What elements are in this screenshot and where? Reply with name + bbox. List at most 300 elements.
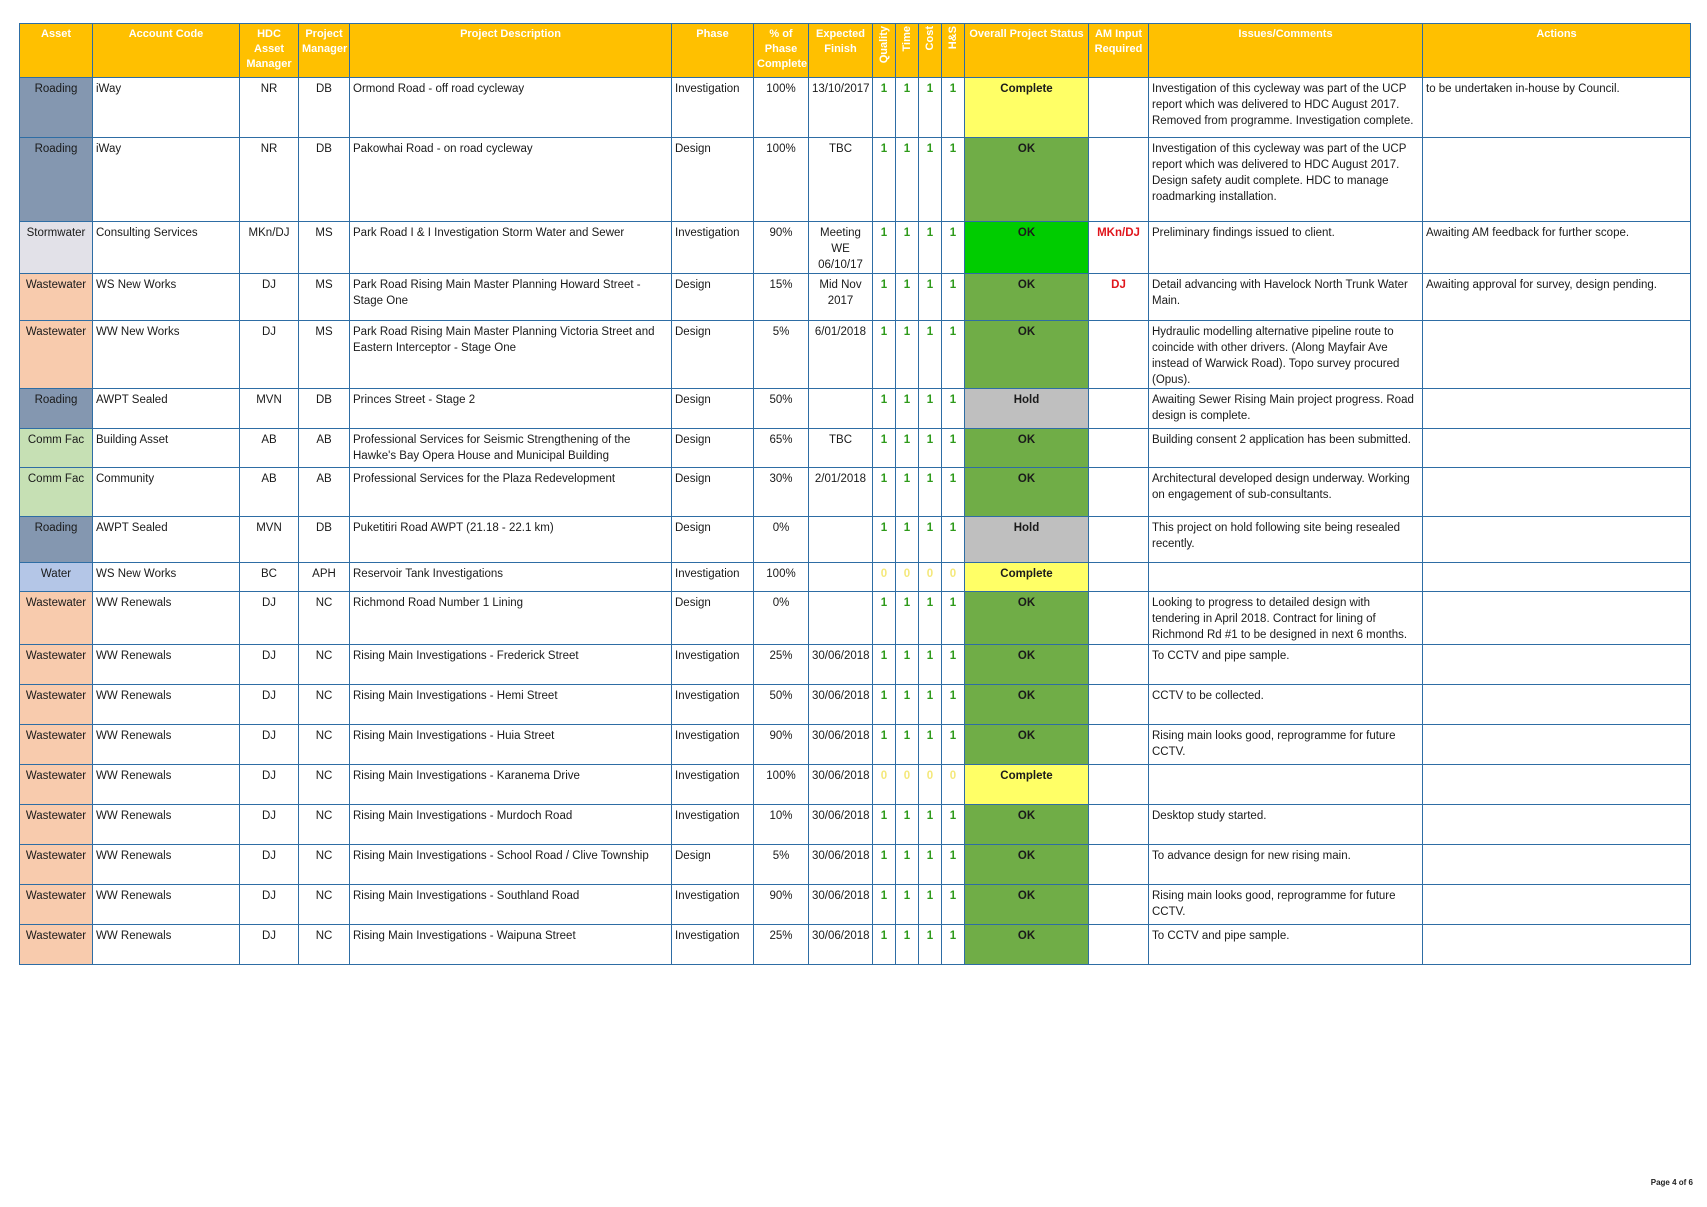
project-manager-cell: DB xyxy=(299,517,350,563)
pct-complete-cell: 90% xyxy=(754,725,809,765)
pct-complete-cell: 100% xyxy=(754,78,809,138)
actions-cell xyxy=(1423,765,1691,805)
asset-cell: Wastewater xyxy=(20,805,93,845)
cost-flag-cell: 1 xyxy=(919,725,942,765)
actions-cell: Awaiting approval for survey, design pending. xyxy=(1423,274,1691,321)
am-input-required-cell xyxy=(1089,563,1149,592)
actions-cell xyxy=(1423,592,1691,645)
issues-comments-cell: Looking to progress to detailed design with tendering in April 2018. Contract for lining of Richmond Rd #1 to be designed in next 6 months. xyxy=(1149,592,1423,645)
phase-cell: Design xyxy=(672,321,754,389)
asset-cell: Wastewater xyxy=(20,274,93,321)
asset-cell: Wastewater xyxy=(20,592,93,645)
col-hs-header xyxy=(942,24,965,78)
project-manager-cell: NC xyxy=(299,765,350,805)
project-description-cell: Pakowhai Road - on road cycleway xyxy=(350,138,672,222)
cost-flag-cell: 1 xyxy=(919,685,942,725)
issues-comments-cell: To advance design for new rising main. xyxy=(1149,845,1423,885)
table-row xyxy=(20,645,1691,685)
cost-flag-cell: 1 xyxy=(919,517,942,563)
account-code-cell: WS New Works xyxy=(93,563,240,592)
hdc-asset-manager-cell: DJ xyxy=(240,805,299,845)
asset-cell: Wastewater xyxy=(20,321,93,389)
issues-comments-cell: This project on hold following site being resealed recently. xyxy=(1149,517,1423,563)
actions-cell xyxy=(1423,925,1691,965)
table-row xyxy=(20,563,1691,592)
time-flag-cell: 1 xyxy=(896,517,919,563)
col-quality-header xyxy=(873,24,896,78)
col-am-input-header: AM Input Required xyxy=(1089,24,1149,78)
expected-finish-cell: 13/10/2017 xyxy=(809,78,873,138)
phase-cell: Design xyxy=(672,468,754,517)
issues-comments-cell: Preliminary findings issued to client. xyxy=(1149,222,1423,274)
hdc-asset-manager-cell: NR xyxy=(240,138,299,222)
issues-comments-cell: Hydraulic modelling alternative pipeline route to coincide with other drivers. (Along Mayfair Ave instead of Warwick Road). Topo survey procured (Opus). xyxy=(1149,321,1423,389)
phase-cell: Design xyxy=(672,138,754,222)
actions-cell xyxy=(1423,885,1691,925)
phase-cell: Investigation xyxy=(672,805,754,845)
quality-flag-cell: 1 xyxy=(873,389,896,429)
quality-flag-cell: 1 xyxy=(873,925,896,965)
overall-status-cell: OK xyxy=(965,468,1089,517)
asset-cell: Wastewater xyxy=(20,765,93,805)
table-row xyxy=(20,845,1691,885)
time-flag-cell: 0 xyxy=(896,563,919,592)
expected-finish-cell xyxy=(809,563,873,592)
overall-status-cell: Hold xyxy=(965,517,1089,563)
hs-flag-cell: 1 xyxy=(942,222,965,274)
actions-cell xyxy=(1423,138,1691,222)
issues-comments-cell xyxy=(1149,563,1423,592)
actions-cell: Awaiting AM feedback for further scope. xyxy=(1423,222,1691,274)
table-row xyxy=(20,138,1691,222)
am-input-required-cell: DJ xyxy=(1089,274,1149,321)
expected-finish-cell: Mid Nov 2017 xyxy=(809,274,873,321)
project-description-cell: Reservoir Tank Investigations xyxy=(350,563,672,592)
project-status-table xyxy=(19,23,1691,965)
table-row xyxy=(20,468,1691,517)
cost-flag-cell: 1 xyxy=(919,645,942,685)
overall-status-cell: OK xyxy=(965,885,1089,925)
pct-complete-cell: 25% xyxy=(754,925,809,965)
asset-cell: Comm Fac xyxy=(20,429,93,468)
hs-flag-cell: 1 xyxy=(942,805,965,845)
expected-finish-cell: 30/06/2018 xyxy=(809,885,873,925)
hs-flag-cell: 1 xyxy=(942,725,965,765)
quality-flag-cell: 1 xyxy=(873,805,896,845)
pct-complete-cell: 90% xyxy=(754,222,809,274)
table-row xyxy=(20,389,1691,429)
phase-cell: Design xyxy=(672,274,754,321)
issues-comments-cell xyxy=(1149,765,1423,805)
asset-cell: Wastewater xyxy=(20,725,93,765)
actions-cell xyxy=(1423,685,1691,725)
col-project-description-header: Project Description xyxy=(350,24,672,78)
issues-comments-cell: Rising main looks good, reprogramme for future CCTV. xyxy=(1149,885,1423,925)
quality-flag-cell: 1 xyxy=(873,321,896,389)
hs-flag-cell: 1 xyxy=(942,78,965,138)
project-description-cell: Professional Services for Seismic Strengthening of the Hawke's Bay Opera House and Municipal Building xyxy=(350,429,672,468)
project-manager-cell: APH xyxy=(299,563,350,592)
table-row xyxy=(20,805,1691,845)
cost-flag-cell: 0 xyxy=(919,563,942,592)
table-row xyxy=(20,725,1691,765)
actions-cell xyxy=(1423,389,1691,429)
hs-flag-cell: 1 xyxy=(942,925,965,965)
hdc-asset-manager-cell: AB xyxy=(240,429,299,468)
pct-complete-cell: 90% xyxy=(754,885,809,925)
phase-cell: Design xyxy=(672,389,754,429)
hdc-asset-manager-cell: NR xyxy=(240,78,299,138)
phase-cell: Investigation xyxy=(672,685,754,725)
hs-flag-cell: 1 xyxy=(942,389,965,429)
asset-cell: Roading xyxy=(20,389,93,429)
project-description-cell: Rising Main Investigations - Waipuna Street xyxy=(350,925,672,965)
cost-flag-cell: 1 xyxy=(919,468,942,517)
time-flag-cell: 1 xyxy=(896,685,919,725)
table-row xyxy=(20,274,1691,321)
pct-complete-cell: 50% xyxy=(754,389,809,429)
project-manager-cell: AB xyxy=(299,429,350,468)
issues-comments-cell: Desktop study started. xyxy=(1149,805,1423,845)
cost-flag-cell: 1 xyxy=(919,429,942,468)
expected-finish-cell: 30/06/2018 xyxy=(809,685,873,725)
table-row xyxy=(20,925,1691,965)
hdc-asset-manager-cell: DJ xyxy=(240,645,299,685)
phase-cell: Investigation xyxy=(672,765,754,805)
col-time-label: Time xyxy=(900,26,913,52)
col-cost-header xyxy=(919,24,942,78)
table-row xyxy=(20,517,1691,563)
phase-cell: Investigation xyxy=(672,645,754,685)
project-description-cell: Puketitiri Road AWPT (21.18 - 22.1 km) xyxy=(350,517,672,563)
am-input-required-cell xyxy=(1089,78,1149,138)
am-input-required-cell xyxy=(1089,468,1149,517)
hdc-asset-manager-cell: AB xyxy=(240,468,299,517)
cost-flag-cell: 1 xyxy=(919,321,942,389)
am-input-required-cell: MKn/DJ xyxy=(1089,222,1149,274)
time-flag-cell: 1 xyxy=(896,274,919,321)
pct-complete-cell: 5% xyxy=(754,845,809,885)
project-description-cell: Rising Main Investigations - Frederick Street xyxy=(350,645,672,685)
account-code-cell: WW Renewals xyxy=(93,592,240,645)
issues-comments-cell: Awaiting Sewer Rising Main project progress. Road design is complete. xyxy=(1149,389,1423,429)
project-description-cell: Park Road Rising Main Master Planning Victoria Street and Eastern Interceptor - Stage One xyxy=(350,321,672,389)
expected-finish-cell: TBC xyxy=(809,138,873,222)
overall-status-cell: OK xyxy=(965,592,1089,645)
project-description-cell: Rising Main Investigations - Hemi Street xyxy=(350,685,672,725)
quality-flag-cell: 1 xyxy=(873,685,896,725)
pct-complete-cell: 65% xyxy=(754,429,809,468)
overall-status-cell: Complete xyxy=(965,78,1089,138)
quality-flag-cell: 1 xyxy=(873,274,896,321)
issues-comments-cell: To CCTV and pipe sample. xyxy=(1149,645,1423,685)
account-code-cell: AWPT Sealed xyxy=(93,517,240,563)
project-description-cell: Rising Main Investigations - Karanema Drive xyxy=(350,765,672,805)
am-input-required-cell xyxy=(1089,138,1149,222)
project-manager-cell: DB xyxy=(299,138,350,222)
project-manager-cell: MS xyxy=(299,222,350,274)
table-row xyxy=(20,78,1691,138)
issues-comments-cell: Rising main looks good, reprogramme for future CCTV. xyxy=(1149,725,1423,765)
hdc-asset-manager-cell: DJ xyxy=(240,885,299,925)
actions-cell xyxy=(1423,805,1691,845)
cost-flag-cell: 1 xyxy=(919,885,942,925)
actions-cell xyxy=(1423,468,1691,517)
actions-cell xyxy=(1423,645,1691,685)
project-description-cell: Rising Main Investigations - Murdoch Road xyxy=(350,805,672,845)
cost-flag-cell: 1 xyxy=(919,592,942,645)
hdc-asset-manager-cell: MVN xyxy=(240,389,299,429)
cost-flag-cell: 1 xyxy=(919,222,942,274)
cost-flag-cell: 1 xyxy=(919,389,942,429)
account-code-cell: AWPT Sealed xyxy=(93,389,240,429)
phase-cell: Investigation xyxy=(672,885,754,925)
col-actions-header: Actions xyxy=(1423,24,1691,78)
project-manager-cell: NC xyxy=(299,592,350,645)
issues-comments-cell: CCTV to be collected. xyxy=(1149,685,1423,725)
issues-comments-cell: Investigation of this cycleway was part of the UCP report which was delivered to HDC August 2017. Design safety audit complete. HDC to manage roadmarking installation. xyxy=(1149,138,1423,222)
am-input-required-cell xyxy=(1089,805,1149,845)
time-flag-cell: 1 xyxy=(896,138,919,222)
project-manager-cell: AB xyxy=(299,468,350,517)
actions-cell xyxy=(1423,321,1691,389)
project-manager-cell: NC xyxy=(299,725,350,765)
overall-status-cell: OK xyxy=(965,274,1089,321)
col-overall-status-header: Overall Project Status xyxy=(965,24,1089,78)
am-input-required-cell xyxy=(1089,925,1149,965)
hdc-asset-manager-cell: DJ xyxy=(240,925,299,965)
col-quality-label: Quality xyxy=(877,26,890,64)
account-code-cell: Consulting Services xyxy=(93,222,240,274)
project-manager-cell: DB xyxy=(299,78,350,138)
account-code-cell: WW Renewals xyxy=(93,645,240,685)
hs-flag-cell: 1 xyxy=(942,517,965,563)
overall-status-cell: Hold xyxy=(965,389,1089,429)
asset-cell: Stormwater xyxy=(20,222,93,274)
time-flag-cell: 1 xyxy=(896,389,919,429)
hdc-asset-manager-cell: DJ xyxy=(240,845,299,885)
col-time-header xyxy=(896,24,919,78)
cost-flag-cell: 1 xyxy=(919,138,942,222)
table-row xyxy=(20,429,1691,468)
account-code-cell: WW Renewals xyxy=(93,885,240,925)
overall-status-cell: OK xyxy=(965,645,1089,685)
hdc-asset-manager-cell: DJ xyxy=(240,321,299,389)
pct-complete-cell: 30% xyxy=(754,468,809,517)
cost-flag-cell: 1 xyxy=(919,925,942,965)
asset-cell: Roading xyxy=(20,517,93,563)
pct-complete-cell: 5% xyxy=(754,321,809,389)
time-flag-cell: 1 xyxy=(896,592,919,645)
phase-cell: Investigation xyxy=(672,925,754,965)
am-input-required-cell xyxy=(1089,725,1149,765)
hs-flag-cell: 1 xyxy=(942,592,965,645)
col-expected-finish-header: Expected Finish xyxy=(809,24,873,78)
col-cost-label: Cost xyxy=(923,26,936,51)
expected-finish-cell: 30/06/2018 xyxy=(809,805,873,845)
project-description-cell: Park Road Rising Main Master Planning Howard Street - Stage One xyxy=(350,274,672,321)
quality-flag-cell: 1 xyxy=(873,645,896,685)
expected-finish-cell xyxy=(809,517,873,563)
col-issues-header: Issues/Comments xyxy=(1149,24,1423,78)
project-manager-cell: MS xyxy=(299,274,350,321)
col-account-code-header: Account Code xyxy=(93,24,240,78)
asset-cell: Wastewater xyxy=(20,645,93,685)
col-asset-header: Asset xyxy=(20,24,93,78)
hs-flag-cell: 1 xyxy=(942,138,965,222)
col-hs-label: H&S xyxy=(946,26,959,50)
time-flag-cell: 1 xyxy=(896,885,919,925)
hs-flag-cell: 1 xyxy=(942,468,965,517)
account-code-cell: WW Renewals xyxy=(93,685,240,725)
actions-cell: to be undertaken in-house by Council. xyxy=(1423,78,1691,138)
hdc-asset-manager-cell: DJ xyxy=(240,592,299,645)
col-pct-complete-header: % of Phase Complete xyxy=(754,24,809,78)
time-flag-cell: 1 xyxy=(896,925,919,965)
actions-cell xyxy=(1423,429,1691,468)
table-row xyxy=(20,685,1691,725)
time-flag-cell: 1 xyxy=(896,845,919,885)
overall-status-cell: OK xyxy=(965,805,1089,845)
am-input-required-cell xyxy=(1089,765,1149,805)
pct-complete-cell: 10% xyxy=(754,805,809,845)
asset-cell: Wastewater xyxy=(20,685,93,725)
issues-comments-cell: To CCTV and pipe sample. xyxy=(1149,925,1423,965)
quality-flag-cell: 1 xyxy=(873,429,896,468)
header-row xyxy=(20,24,1691,78)
project-description-cell: Rising Main Investigations - Southland Road xyxy=(350,885,672,925)
phase-cell: Investigation xyxy=(672,78,754,138)
hdc-asset-manager-cell: BC xyxy=(240,563,299,592)
account-code-cell: WW New Works xyxy=(93,321,240,389)
time-flag-cell: 1 xyxy=(896,468,919,517)
project-description-cell: Ormond Road - off road cycleway xyxy=(350,78,672,138)
pct-complete-cell: 100% xyxy=(754,765,809,805)
quality-flag-cell: 0 xyxy=(873,765,896,805)
quality-flag-cell: 1 xyxy=(873,885,896,925)
project-description-cell: Richmond Road Number 1 Lining xyxy=(350,592,672,645)
table-body xyxy=(20,78,1691,965)
time-flag-cell: 1 xyxy=(896,725,919,765)
overall-status-cell: OK xyxy=(965,685,1089,725)
quality-flag-cell: 0 xyxy=(873,563,896,592)
account-code-cell: iWay xyxy=(93,78,240,138)
phase-cell: Design xyxy=(672,592,754,645)
am-input-required-cell xyxy=(1089,429,1149,468)
am-input-required-cell xyxy=(1089,517,1149,563)
time-flag-cell: 1 xyxy=(896,645,919,685)
project-manager-cell: NC xyxy=(299,885,350,925)
expected-finish-cell: 30/06/2018 xyxy=(809,725,873,765)
account-code-cell: Community xyxy=(93,468,240,517)
asset-cell: Roading xyxy=(20,138,93,222)
hdc-asset-manager-cell: DJ xyxy=(240,765,299,805)
overall-status-cell: OK xyxy=(965,429,1089,468)
account-code-cell: WW Renewals xyxy=(93,925,240,965)
cost-flag-cell: 0 xyxy=(919,765,942,805)
am-input-required-cell xyxy=(1089,389,1149,429)
phase-cell: Investigation xyxy=(672,222,754,274)
am-input-required-cell xyxy=(1089,685,1149,725)
pct-complete-cell: 0% xyxy=(754,517,809,563)
table-row xyxy=(20,592,1691,645)
cost-flag-cell: 1 xyxy=(919,274,942,321)
expected-finish-cell: 30/06/2018 xyxy=(809,845,873,885)
expected-finish-cell: 30/06/2018 xyxy=(809,925,873,965)
quality-flag-cell: 1 xyxy=(873,138,896,222)
account-code-cell: WW Renewals xyxy=(93,845,240,885)
hdc-asset-manager-cell: DJ xyxy=(240,685,299,725)
hdc-asset-manager-cell: DJ xyxy=(240,725,299,765)
expected-finish-cell xyxy=(809,389,873,429)
am-input-required-cell xyxy=(1089,321,1149,389)
overall-status-cell: OK xyxy=(965,138,1089,222)
hs-flag-cell: 1 xyxy=(942,429,965,468)
pct-complete-cell: 15% xyxy=(754,274,809,321)
time-flag-cell: 1 xyxy=(896,321,919,389)
quality-flag-cell: 1 xyxy=(873,725,896,765)
project-description-cell: Park Road I & I Investigation Storm Water and Sewer xyxy=(350,222,672,274)
overall-status-cell: Complete xyxy=(965,765,1089,805)
hs-flag-cell: 0 xyxy=(942,765,965,805)
col-project-manager-header: Project Manager xyxy=(299,24,350,78)
expected-finish-cell: TBC xyxy=(809,429,873,468)
quality-flag-cell: 1 xyxy=(873,78,896,138)
overall-status-cell: Complete xyxy=(965,563,1089,592)
hs-flag-cell: 1 xyxy=(942,845,965,885)
pct-complete-cell: 100% xyxy=(754,563,809,592)
am-input-required-cell xyxy=(1089,592,1149,645)
table-row xyxy=(20,765,1691,805)
issues-comments-cell: Detail advancing with Havelock North Trunk Water Main. xyxy=(1149,274,1423,321)
overall-status-cell: OK xyxy=(965,845,1089,885)
hdc-asset-manager-cell: MVN xyxy=(240,517,299,563)
asset-cell: Comm Fac xyxy=(20,468,93,517)
overall-status-cell: OK xyxy=(965,321,1089,389)
hdc-asset-manager-cell: DJ xyxy=(240,274,299,321)
col-hdc-asset-manager-header: HDC Asset Manager xyxy=(240,24,299,78)
account-code-cell: Building Asset xyxy=(93,429,240,468)
table-row xyxy=(20,321,1691,389)
project-manager-cell: NC xyxy=(299,685,350,725)
quality-flag-cell: 1 xyxy=(873,222,896,274)
asset-cell: Wastewater xyxy=(20,925,93,965)
pct-complete-cell: 25% xyxy=(754,645,809,685)
actions-cell xyxy=(1423,517,1691,563)
expected-finish-cell: 2/01/2018 xyxy=(809,468,873,517)
overall-status-cell: OK xyxy=(965,222,1089,274)
project-manager-cell: DB xyxy=(299,389,350,429)
hs-flag-cell: 1 xyxy=(942,685,965,725)
quality-flag-cell: 1 xyxy=(873,592,896,645)
account-code-cell: iWay xyxy=(93,138,240,222)
phase-cell: Design xyxy=(672,429,754,468)
am-input-required-cell xyxy=(1089,845,1149,885)
phase-cell: Investigation xyxy=(672,725,754,765)
time-flag-cell: 1 xyxy=(896,805,919,845)
issues-comments-cell: Investigation of this cycleway was part of the UCP report which was delivered to HDC August 2017. Removed from programme. Investigation complete. xyxy=(1149,78,1423,138)
hdc-asset-manager-cell: MKn/DJ xyxy=(240,222,299,274)
actions-cell xyxy=(1423,563,1691,592)
project-description-cell: Professional Services for the Plaza Redevelopment xyxy=(350,468,672,517)
phase-cell: Design xyxy=(672,517,754,563)
overall-status-cell: OK xyxy=(965,725,1089,765)
asset-cell: Wastewater xyxy=(20,845,93,885)
hs-flag-cell: 1 xyxy=(942,645,965,685)
expected-finish-cell: 6/01/2018 xyxy=(809,321,873,389)
project-description-cell: Princes Street - Stage 2 xyxy=(350,389,672,429)
table-row xyxy=(20,885,1691,925)
